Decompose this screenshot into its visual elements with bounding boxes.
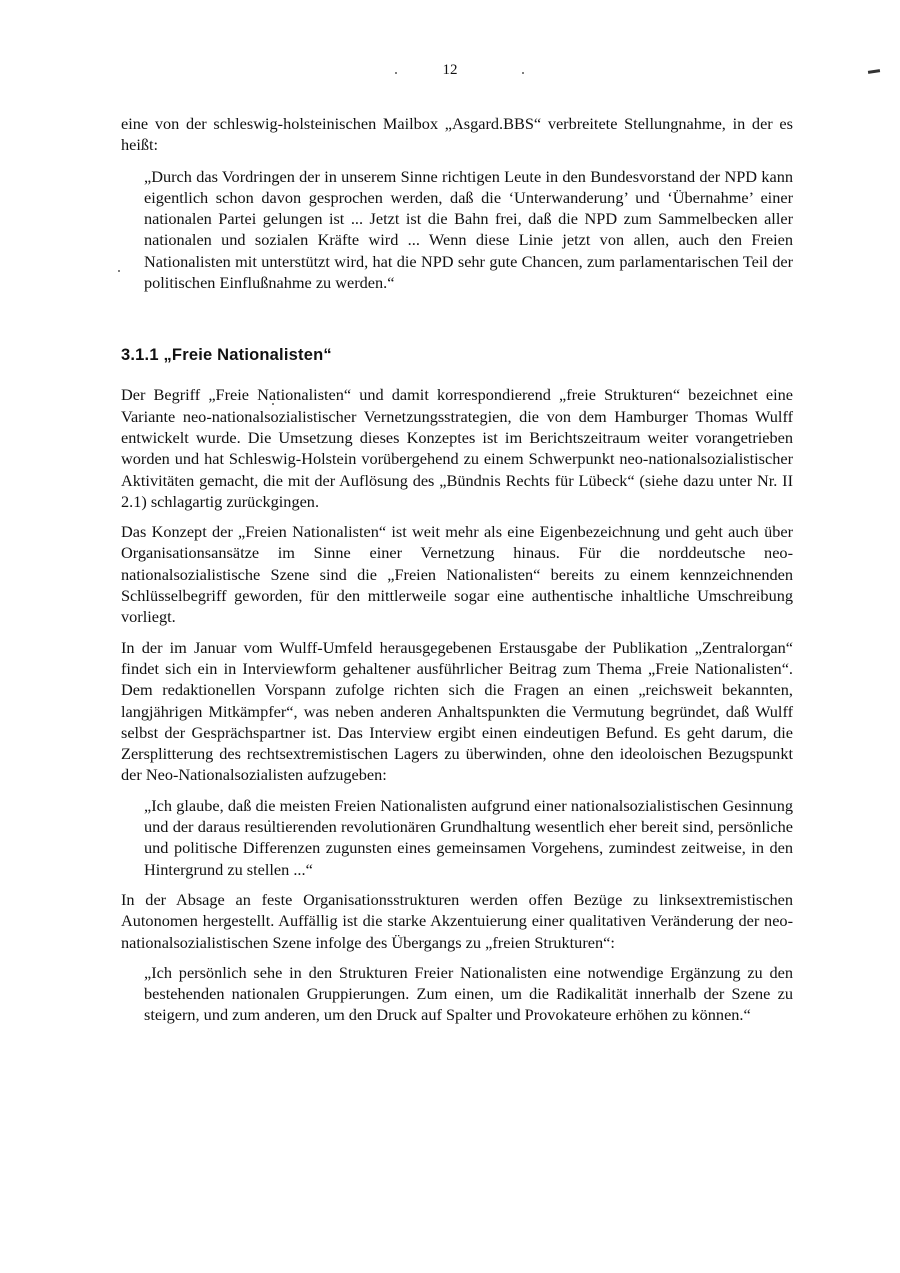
document-body	[121, 113, 793, 1026]
paragraph-zentralorgan: In der im Januar vom Wulff-Umfeld herausgegebenen Erstausgabe der Publikation „Zentralorgan“ findet sich ein in Interviewform gehaltener ausführlicher Beitrag zum Thema „Freie Nationalisten“. Dem redaktionellen Vorspann zufolge richten sich die Fragen an einen „reichsweit bekannten, langjährigen Mitkämpfer“, was neben anderen Anhaltspunkten die Vermutung begründet, daß Wulff selbst der Gesprächspartner ist. Das Interview ergibt einen eindeutigen Befund. Es geht darum, die Zersplitterung des rechtsextremistischen Lagers zu überwinden, ohne den ideoloischen Bezugspunkt der Neo-Nationalsozialisten aufzugeben:	[121, 637, 793, 785]
paragraph-begriff: Der Begriff „Freie Nationalisten“ und damit korrespondierend „freie Strukturen“ bezeichnet eine Variante neo-nationalsozialistischer Vernetzungsstrategien, die von dem Hamburger Thomas Wulff entwickelt wurde. Die Umsetzung dieses Konzeptes ist im Berichtszeitraum weiter vorangetrieben worden und hat Schleswig-Holstein vorübergehend zu einem Schwerpunkt neo-nationalsozialistischer Aktivitäten gemacht, die mit der Auflösung des „Bündnis Rechts für Lübeck“ (siehe dazu unter Nr. II 2.1) schlagartig zurückgingen.	[121, 385, 793, 511]
scan-speck	[395, 72, 397, 74]
intro-paragraph: eine von der schleswig-holsteinischen Mailbox „Asgard.BBS“ verbreitete Stellungnahme, in der es heißt:	[121, 114, 793, 155]
section-heading: 3.1.1 „Freie Nationalisten“	[121, 346, 332, 365]
quote-interview-1: „Ich glaube, daß die meisten Freien Nationalisten aufgrund einer nationalsozialistischen Gesinnung und der daraus resultierenden revolutionären Grundhaltung wesentlich eher bereit sind, persönliche und politische Differenzen zugunsten eines gemeinsamen Vorgehens, zumindest zeitweise, in den Hintergrund zu stellen ...“	[144, 795, 793, 879]
quote-npd: „Durch das Vordringen der in unserem Sinne richtigen Leute in den Bundesvorstand der NPD kann eigentlich schon davon gesprochen werden, daß die ‘Unterwanderung’ und ‘Übernahme’ einer nationalen Partei gelungen ist ... Jetzt ist die Bahn frei, daß die NPD zum Sammelbecken aller nationalen und sozialen Kräfte wird ... Wenn diese Linie jetzt von allen, auch den Freien Nationalisten mit unterstützt wird, hat die NPD sehr gute Chancen, zum parlamentarischen Teil der politischen Einflußnahme zu werden.“	[144, 166, 793, 293]
paragraph-konzept: Das Konzept der „Freien Nationalisten“ ist weit mehr als eine Eigenbezeichnung und geht auch über Organisationsansätze im Sinne einer Vernetzung hinaus. Für die norddeutsche neo-nationalsozialistische Szene sind die „Freien Nationalisten“ bereits zu einem kennzeichnenden Schlüsselbegriff geworden, für den mittlerweile sogar eine authentische inhaltliche Umschreibung vorliegt.	[121, 522, 793, 627]
page-number: 12	[442, 62, 458, 78]
quote-interview-2: „Ich persönlich sehe in den Strukturen Freier Nationalisten eine notwendige Ergänzung zu den bestehenden nationalen Gruppierungen. Zum einen, um die Radikalität innerhalb der Szene zu steigern, und zum anderen, um den Druck auf Spalter und Provokateure erhöhen zu können.“	[144, 962, 793, 1025]
paragraph-absage: In der Absage an feste Organisationsstrukturen werden offen Bezüge zu linksextremistischen Autonomen hergestellt. Auffällig ist die starke Akzentuierung einer qualitativen Veränderung der neo-nationalsozialistischen Szene infolge des Übergangs zu „freien Strukturen“:	[121, 889, 793, 952]
scan-speck	[118, 270, 120, 272]
scan-speck	[522, 72, 524, 74]
